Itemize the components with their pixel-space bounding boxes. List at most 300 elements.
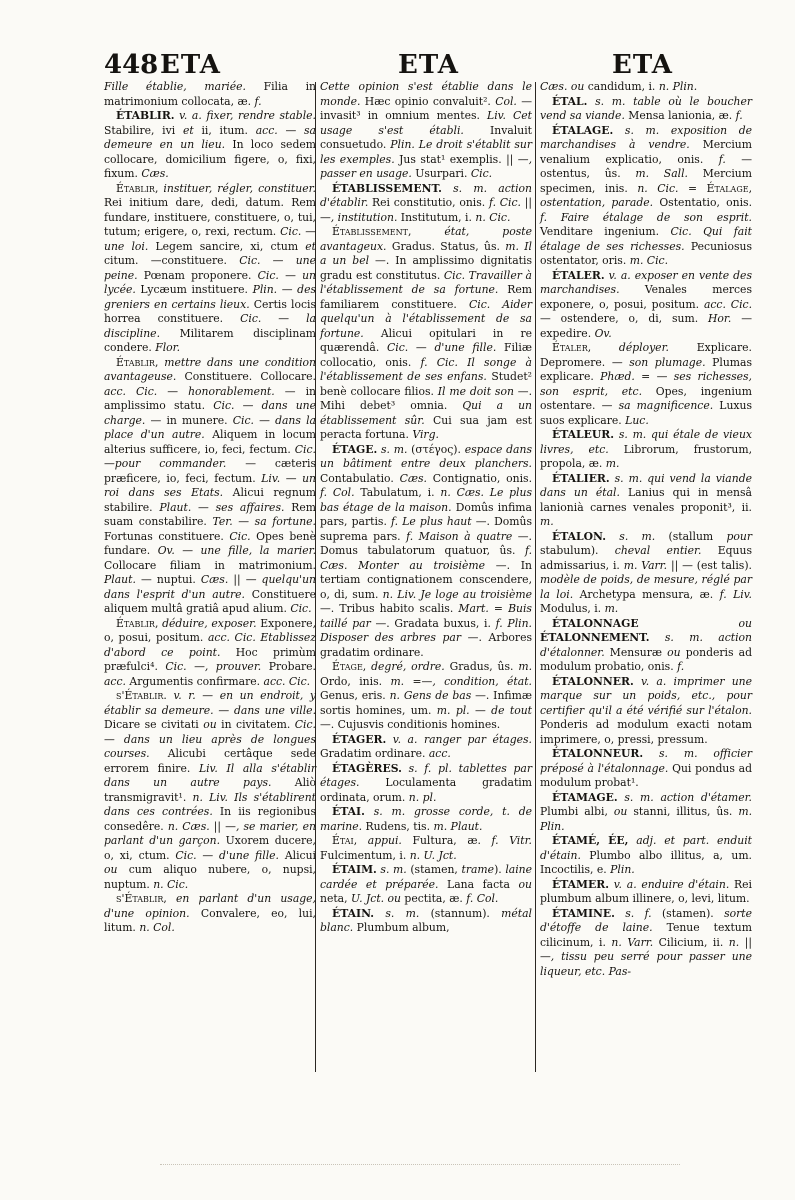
entry-text: Lanius qui in mensâ lanionià carnes venales proponit³, ii. — [540, 486, 752, 514]
entry-text: = — [488, 602, 509, 615]
entry-text: Ponderis ad modulum exacti notam imprimere, o, pressi, pressum. — [540, 718, 752, 746]
entry-text: f. Cic. — [488, 196, 521, 209]
entry-text: Ordo, inis. — [320, 674, 391, 688]
entry-text: Lycæum instituere. — [135, 283, 253, 296]
entry-text: f. Plin. Disposer des arbres par — [320, 616, 532, 644]
entry-text: n. Liv. Ils s'établirent dans ces contrées. — [104, 790, 316, 818]
entry-text: Hoc primùm præfulci⁴. — [104, 645, 316, 673]
entry-text: sorte d'étoffe de laine. — [540, 906, 752, 934]
entry-text: f. Col. — [320, 486, 355, 499]
entry-text: m. Plin. — [540, 805, 752, 833]
entry-text: Gradus. Status, ûs. — [386, 239, 506, 253]
entry-text: Qui pondus ad modulum probat¹. — [540, 761, 752, 789]
entry-text: cum aliquo nubere, o, nupsi, nuptum. — [104, 863, 316, 891]
dictionary-entry — [320, 762, 532, 806]
entry-text: — in amplissimo statu. — [104, 384, 316, 412]
dictionary-entry — [540, 747, 752, 791]
entry-text: Explicare. Depromere. — [540, 341, 752, 369]
dictionary-entry — [320, 660, 532, 733]
entry-text: s. m. — [374, 906, 420, 920]
dictionary-entry — [540, 675, 752, 748]
headword: ÉTAGER. — [332, 732, 387, 746]
entry-continuation — [320, 80, 532, 182]
entry-text: f. — [254, 94, 262, 108]
entry-text: Virg. — [412, 428, 439, 441]
dictionary-entry — [104, 182, 316, 356]
entry-text: neta, — [320, 892, 351, 905]
entry-text: en parlant d'un usage, d'une opinion. — [104, 892, 316, 920]
entry-text: Plumbo albo illitus, a, um. Incoctilis, e. — [540, 848, 752, 876]
entry-text: Cæs. — [399, 471, 427, 485]
entry-text: m. Il a un bel — [320, 239, 532, 267]
entry-text: Dicare se civitati — [104, 718, 204, 731]
entry-text: stabulum). — [540, 544, 615, 557]
dictionary-entry — [540, 834, 752, 878]
entry-text: ou — [104, 863, 118, 876]
entry-text: Collocare filiam in matrimonium. — [104, 558, 316, 572]
column-1 — [104, 80, 316, 936]
entry-text: Phæd. — [600, 370, 635, 383]
column-rule-right — [535, 82, 536, 1072]
entry-text: n. Cæs. — [167, 819, 210, 833]
entry-text: candidum, i. — [584, 80, 659, 93]
entry-text: Exponere, o, posui, positum. — [104, 616, 316, 644]
entry-text: Cic. — dans une charge. — [104, 399, 316, 427]
entry-text: pour — [726, 529, 752, 543]
dictionary-entry — [320, 834, 532, 863]
entry-text: Flor. — [155, 341, 181, 354]
entry-text: s. m. exposition de marchandises à vendre. — [540, 123, 752, 151]
entry-text: U. Jct. — [350, 892, 385, 905]
entry-text: m. — [540, 515, 554, 528]
dictionary-entry — [104, 689, 316, 892]
entry-text: Mensuræ — [604, 645, 668, 659]
dictionary-entry — [540, 530, 752, 617]
entry-text: Plin. Le droit s'établit sur les exemples. — [320, 138, 533, 166]
entry-text: —, tissu peu serré pour passer une liqueur, etc. — [540, 950, 752, 978]
entry-text: s. m. — [376, 863, 407, 876]
sub-headword: Étaler — [552, 341, 588, 354]
entry-text: s. m. table où le boucher vend sa viande. — [540, 94, 752, 122]
entry-text: — sa magnificence. — [601, 399, 714, 412]
entry-text: s. f. — [614, 906, 652, 920]
entry-text: Plaut. — [104, 573, 136, 586]
running-head-left: ETA — [160, 50, 221, 80]
entry-text: Mercium specimen, inis. — [540, 167, 752, 195]
entry-text: —. Mihi debet³ omnia. — [320, 384, 533, 412]
entry-text: ou — [638, 616, 752, 630]
entry-text: n. — [728, 935, 740, 949]
entry-text: Venales merces exponere, o, posui, positum. — [540, 283, 752, 311]
entry-text: et — [305, 239, 316, 253]
entry-text: déduire, exposer. — [162, 616, 257, 630]
entry-text: ou — [518, 877, 532, 891]
entry-text: f. — [677, 660, 685, 673]
entry-text: espace dans un bâtiment entre deux planchers. — [320, 442, 532, 470]
dictionary-entry — [320, 733, 532, 762]
entry-text: Opes, ingenium ostentare. — [540, 384, 752, 412]
entry-text: Cic. — la discipline. — [104, 312, 316, 340]
entry-text: — ostendere, o, di, sum. — [540, 312, 709, 325]
entry-text: ponderis ad modulum probatio, onis. — [540, 645, 752, 673]
entry-text: Uxorem ducere, o, xi, ctum. — [104, 834, 316, 862]
entry-text: v. a. fixer, rendre stable. — [174, 109, 316, 122]
headword: ÉTALONNEUR. — [552, 747, 644, 760]
page-number: 448 — [104, 50, 159, 80]
entry-text: Rei plumbum album illinere, o, levi, litum. — [540, 877, 752, 905]
entry-text: — son plumage. — [611, 355, 706, 369]
entry-text: modèle de poids, de mesure, réglé par la loi. — [540, 573, 752, 601]
entry-text: Pecuniosus ostentator, oris. — [540, 239, 753, 267]
dictionary-entry — [540, 428, 752, 472]
dictionary-entry — [540, 878, 752, 907]
dictionary-entry — [320, 443, 532, 661]
entry-text: (stannum). — [419, 906, 502, 920]
entry-text: , — [587, 341, 619, 354]
entry-text: Mensa lanionia, æ. — [624, 109, 736, 122]
entry-text: acc. Cic. — [263, 674, 311, 688]
entry-text: —. In amplissimo dignitatis gradu est constitutus. — [320, 254, 532, 282]
entry-text: Cic. — d'une fille. — [175, 848, 279, 862]
entry-text: s. f. pl. tablettes par étages. — [320, 761, 532, 789]
headword: ÉTAMER. — [552, 877, 609, 891]
entry-text: Cic. Travailler à l'établissement de sa fortune. — [320, 268, 532, 296]
headword: ÉTAI. — [332, 805, 365, 818]
dictionary-entry — [540, 617, 752, 675]
entry-text: Hæc opinio convaluit². — [360, 94, 496, 108]
headword: ÉTALAGE. — [552, 123, 614, 137]
entry-text: pectita, æ. — [401, 892, 467, 905]
entry-text: f. — [718, 152, 726, 166]
entry-text: n. Cic. — [153, 877, 189, 891]
entry-text: acc. Cic. — honorablement. — [104, 384, 275, 398]
entry-text: v. a. enduire d'étain. — [608, 877, 730, 891]
entry-text: Fulcimentum, i. — [320, 848, 410, 862]
entry-text: (στέγος). — [407, 442, 465, 456]
entry-text: adj. et part. enduit d'étain. — [540, 834, 752, 862]
entry-text: s. m. — [377, 442, 408, 456]
entry-text: Gradus, ûs. — [444, 660, 519, 673]
entry-text: s. m. — [605, 529, 656, 543]
entry-text: n. U. Jct. — [409, 848, 457, 862]
entry-text: Certis locis horrea constituere. — [104, 297, 316, 325]
headword: ÉTAMINE. — [552, 906, 615, 920]
entry-text: n. Cic. — [637, 181, 679, 195]
entry-text: Constituere. Collocare. — [176, 370, 316, 383]
entry-text: m. Cic. — [629, 254, 668, 267]
headword: ÉTALONNEMENT. — [540, 631, 650, 644]
entry-text: Plumbi albi, — [540, 805, 614, 818]
entry-text: Cic. — d'une fille. — [387, 341, 497, 354]
entry-text: Pœnam proponere. — [137, 268, 258, 282]
entry-text: état, poste avantageux. — [320, 225, 532, 253]
entry-text: — expedire. — [540, 312, 753, 340]
entry-text: In loco sedem collocare, domicilium figere, o, fixi, fixum. — [104, 138, 316, 180]
entry-text: ou — [567, 80, 585, 93]
entry-text: Jus stat¹ exemplis. || — [394, 152, 518, 166]
entry-text: Constituere aliquem multâ gratiâ apud alium. — [104, 587, 316, 615]
entry-text: —. Cujusvis conditionis homines. — [320, 718, 501, 731]
entry-text: Invaluit consuetudo. — [320, 123, 533, 151]
entry-text: instituer, régler, constituer. — [163, 181, 316, 195]
entry-text: stanni, illitus, ûs. — [627, 805, 739, 818]
entry-text: Rem familiarem constituere. — [320, 283, 532, 311]
entry-text: Liv. Cet usage s'est établi. — [320, 109, 533, 137]
entry-text: Plumas explicare. — [540, 355, 752, 383]
entry-text: Gradatim ordinare. — [320, 747, 429, 760]
entry-text: —. Arbores gradatim ordinare. — [320, 631, 532, 659]
running-head-center: ETA — [398, 50, 459, 80]
dictionary-entry — [540, 95, 752, 124]
entry-text: n. Gens de bas — [389, 689, 472, 702]
entry-text: Usurpari. — [411, 167, 471, 180]
entry-text: f. Faire étalage de son esprit. — [540, 210, 752, 224]
dictionary-entry — [540, 791, 752, 835]
dictionary-entry — [320, 907, 532, 936]
entry-text: appui. — [367, 834, 402, 847]
page-header — [0, 48, 795, 82]
dictionary-entry — [540, 341, 752, 428]
entry-text: (est talis). — [692, 558, 752, 572]
entry-text: f. — [735, 109, 743, 122]
entry-text: Buis taillé par — [320, 602, 532, 630]
running-head-right: ETA — [612, 50, 673, 80]
entry-text: Cic. — [229, 529, 251, 543]
entry-text: Archetypa mensura, æ. — [573, 587, 720, 601]
headword: ÉTABLISSEMENT. — [332, 181, 442, 195]
entry-text: ou — [384, 892, 401, 905]
entry-text: — nuptui. — [135, 573, 201, 586]
entry-text: Hor. — [708, 312, 732, 325]
entry-text: Rem suam constabilire. — [104, 500, 316, 528]
entry-text: métal blanc. — [320, 906, 532, 934]
headword: ÉTALONNER. — [552, 674, 634, 688]
entry-text: Plin. — des greniers en certains lieux. — [104, 283, 317, 311]
entry-text: f. Col. — [466, 892, 499, 905]
entry-text: Aliquem in locum alterius sufficere, io, feci, fectum. — [104, 428, 317, 456]
headword: ÉTAGÈRES. — [332, 761, 402, 775]
entry-text: Il me doit son — [437, 384, 514, 398]
entry-text: Luc. — [625, 413, 649, 427]
sub-headword: s'Établir — [116, 689, 164, 702]
entry-text: —, se marier, en parlant d'un garçon. — [104, 819, 317, 847]
entry-text: m. Plaut. — [433, 819, 483, 833]
entry-text: Cic. — un lycée. — [104, 268, 316, 296]
entry-text: m. Varr. — [623, 558, 668, 572]
entry-text: Cic. —pour commander. — [104, 442, 316, 470]
entry-text: m. pl. — de tout — [436, 703, 532, 717]
entry-text: Tenue textum cilicinum, i. — [540, 921, 753, 949]
entry-text: Rei initium dare, dedi, datum. Rem fundare, instituere, constituere, o, tui, tutum; erigere, o, rexi, rectum. — [104, 196, 316, 238]
entry-text: acc. — [428, 747, 451, 760]
entry-text: m. =—, condition, état. — [390, 674, 532, 688]
entry-text: Liv. Il alla s'établir dans un autre pays. — [104, 761, 316, 789]
entry-text: Filiæ collocatio, onis. — [320, 341, 532, 369]
entry-text: Rudens, tis. — [362, 819, 434, 833]
entry-text: —. Domûs suprema pars. — [320, 515, 533, 543]
sub-headword: Étalage — [706, 181, 749, 195]
entry-text: Cic. — [470, 167, 493, 180]
entry-text: n. Cæs. Le plus bas étage de la maison. — [320, 486, 533, 514]
entry-text: Mercium venalium explicatio, onis. — [540, 138, 753, 166]
column-2 — [320, 80, 532, 936]
entry-text: Qui a un établissement sûr. — [320, 399, 533, 427]
entry-text: déployer. — [618, 341, 669, 354]
entry-text: || — [209, 819, 226, 833]
entry-text: Cæs. — [200, 573, 229, 586]
entry-text: Luxus suos explicare. — [540, 399, 752, 427]
entry-text: Militarem disciplinam condere. — [104, 326, 316, 354]
dictionary-entry — [540, 907, 752, 980]
entry-text: Liv. — un roi dans ses Etats. — [104, 471, 316, 499]
sub-headword: Étage — [332, 660, 363, 673]
entry-text: v. r. — en un endroit, y établir sa demeure. — dans une ville. — [104, 689, 316, 717]
entry-continuation — [540, 80, 752, 95]
entry-text: s. m. officier préposé à l'étalonnage. — [540, 747, 752, 775]
entry-text: Probare. — [261, 660, 316, 673]
entry-text: Alicubi certâque sede errorem finire. — [104, 747, 316, 775]
entry-text: Contignatio, onis. — [426, 471, 533, 485]
entry-text: Fultura, æ. — [401, 834, 492, 847]
entry-text: Genus, eris. — [320, 689, 390, 702]
entry-text: Cilicium, ii. — [653, 935, 729, 949]
column-3 — [540, 80, 752, 979]
entry-text: — ses richesses, son esprit, etc. — [540, 370, 752, 398]
entry-text: n. pl. — [408, 790, 437, 804]
entry-text: s. m. qui vend la viande dans un étal. — [540, 471, 752, 499]
headword: ÉTALIER. — [552, 471, 610, 485]
entry-text: Modulus, i. — [540, 602, 605, 615]
headword: ÉTALONNAGE — [552, 616, 639, 630]
entry-text: Librorum, frustorum, propola, æ. — [540, 442, 753, 470]
headword: ÉTABLIR. — [116, 109, 175, 122]
dictionary-entry — [540, 269, 752, 342]
entry-text: n. Col. — [139, 921, 175, 934]
entry-text: Contabulatio. — [320, 471, 400, 485]
entry-text: s. m. action d'étalonner. — [540, 631, 752, 659]
entry-text: || — [520, 196, 532, 209]
dictionary-entry — [320, 863, 532, 907]
entry-text: —. Gradata buxus, i. — [370, 616, 496, 630]
entry-text: , — [154, 616, 163, 630]
entry-text: v. a. exposer en vente des marchandises. — [540, 268, 752, 296]
entry-text: , — [154, 181, 164, 195]
entry-text: m. Sall. — [635, 167, 688, 180]
entry-text: laine cardée et préparée. — [320, 863, 533, 891]
entry-continuation — [104, 80, 316, 109]
entry-text: f. Vitr. — [491, 834, 532, 847]
entry-text: . — [163, 689, 174, 702]
entry-text: , — [362, 660, 372, 673]
entry-text: et — [182, 123, 194, 137]
entry-text: ou — [667, 645, 681, 659]
entry-text: Filia in matrimonium collocata, æ. — [104, 80, 316, 108]
entry-text: , — [353, 834, 368, 847]
entry-text: s. m. action d'établir. — [320, 181, 532, 209]
dictionary-entry — [540, 124, 752, 269]
entry-text: f. Cæs. Monter au troisième — [320, 544, 532, 572]
entry-text: in civitatem. — [216, 718, 295, 731]
entry-text: Cic. —, prouver. — [165, 660, 262, 673]
entry-text: Mart. — [458, 602, 489, 615]
entry-text: Alicui regnum stabilire. — [104, 486, 316, 514]
sub-headword: s'Établir — [116, 892, 164, 905]
entry-text: Plumbum album, — [353, 921, 450, 934]
entry-text: (stamen). — [651, 906, 725, 920]
entry-text: || — [667, 558, 683, 572]
entry-text: acc. Cic. — [703, 297, 752, 311]
entry-text: Ov. — [594, 326, 612, 340]
entry-text: Cæs. — [141, 167, 169, 180]
entry-text: Cic. — une loi. — [104, 225, 316, 253]
dictionary-entry — [104, 617, 316, 690]
entry-text: Cic. Qui fait étalage de ses richesses. — [540, 225, 752, 253]
entry-text: n. Varr. — [611, 935, 654, 949]
entry-text: Rei constitutio, onis. — [368, 196, 489, 209]
entry-text: ). — [494, 863, 506, 876]
headword: ÉTAGE. — [332, 442, 378, 456]
entry-text: m. — [605, 457, 620, 470]
entry-text: Convalere, eo, lui, litum. — [104, 906, 316, 934]
entry-text: = — [634, 370, 657, 383]
entry-text: — ostentus, ûs. — [540, 152, 752, 180]
entry-text: Plaut. — ses affaires. — [159, 500, 285, 514]
entry-text: —. Tribus habito scalis. — [320, 602, 459, 615]
entry-text: Aliò transmigravit¹. — [104, 776, 317, 804]
entry-text: Lana facta — [438, 877, 519, 891]
dictionary-entry — [104, 892, 316, 936]
entry-text: f. Le plus haut — [391, 515, 472, 528]
entry-text: Fortunas constituere. — [104, 529, 230, 543]
entry-text: —. Infimæ sortis homines, um. — [320, 689, 532, 717]
entry-text: Alicui opitulari in re quærendâ. — [320, 326, 532, 354]
entry-text: Cic. — dans la place d'un autre. — [104, 413, 316, 441]
entry-text: || — [228, 573, 246, 586]
entry-text: — invasit³ in omnium mentes. — [320, 94, 533, 122]
entry-text: Cic. — une peine. — [104, 254, 316, 282]
entry-text: ii, itum. — [193, 123, 256, 137]
entry-text: s. m. grosse corde, t. de marine. — [320, 805, 532, 833]
entry-text: (stamen, — [406, 863, 462, 876]
entry-text: citum. —constituere. — [104, 254, 240, 267]
entry-text: Ter. — sa fortune. — [212, 515, 316, 528]
entry-text: cheval entier. — [614, 544, 702, 557]
dictionary-entry — [320, 805, 532, 834]
entry-text: s. m. qui étale de vieux livres, etc. — [540, 428, 752, 456]
entry-text: Domûs infima pars, partis. — [320, 500, 532, 528]
entry-text: n. Plin. — [658, 80, 698, 93]
entry-text: Loculamenta gradatim ordinata, orum. — [320, 776, 532, 804]
entry-text: Cæs. — [540, 80, 568, 93]
sub-headword: Établir — [116, 355, 155, 369]
entry-text: trame — [461, 863, 495, 876]
entry-text: Ov. — une fille, la marier. — [157, 544, 317, 557]
entry-text: ostentation, parade. — [540, 196, 654, 209]
entry-text: n. Cic. — [475, 210, 511, 224]
entry-text: f. Maison à quatre — [406, 529, 513, 543]
sub-headword: Établir — [116, 181, 155, 195]
entry-text: —. Domus tabulatorum quatuor, ûs. — [320, 529, 532, 557]
entry-text: Alicui — [279, 848, 316, 862]
entry-text: f. Cic. Il songe à l'établissement de ses enfans. — [320, 355, 532, 383]
entry-text: Cette opinion s'est établie dans le monde. — [320, 80, 532, 108]
entry-text: m. — [604, 602, 619, 615]
entry-text: Equus admissarius, i. — [540, 544, 752, 572]
headword: ÉTAIM. — [332, 863, 377, 876]
entry-text: In iis regionibus consedêre. — [104, 805, 316, 833]
sub-headword: Établissement — [332, 225, 408, 238]
entry-text: Stabilire, ivi — [104, 123, 183, 137]
